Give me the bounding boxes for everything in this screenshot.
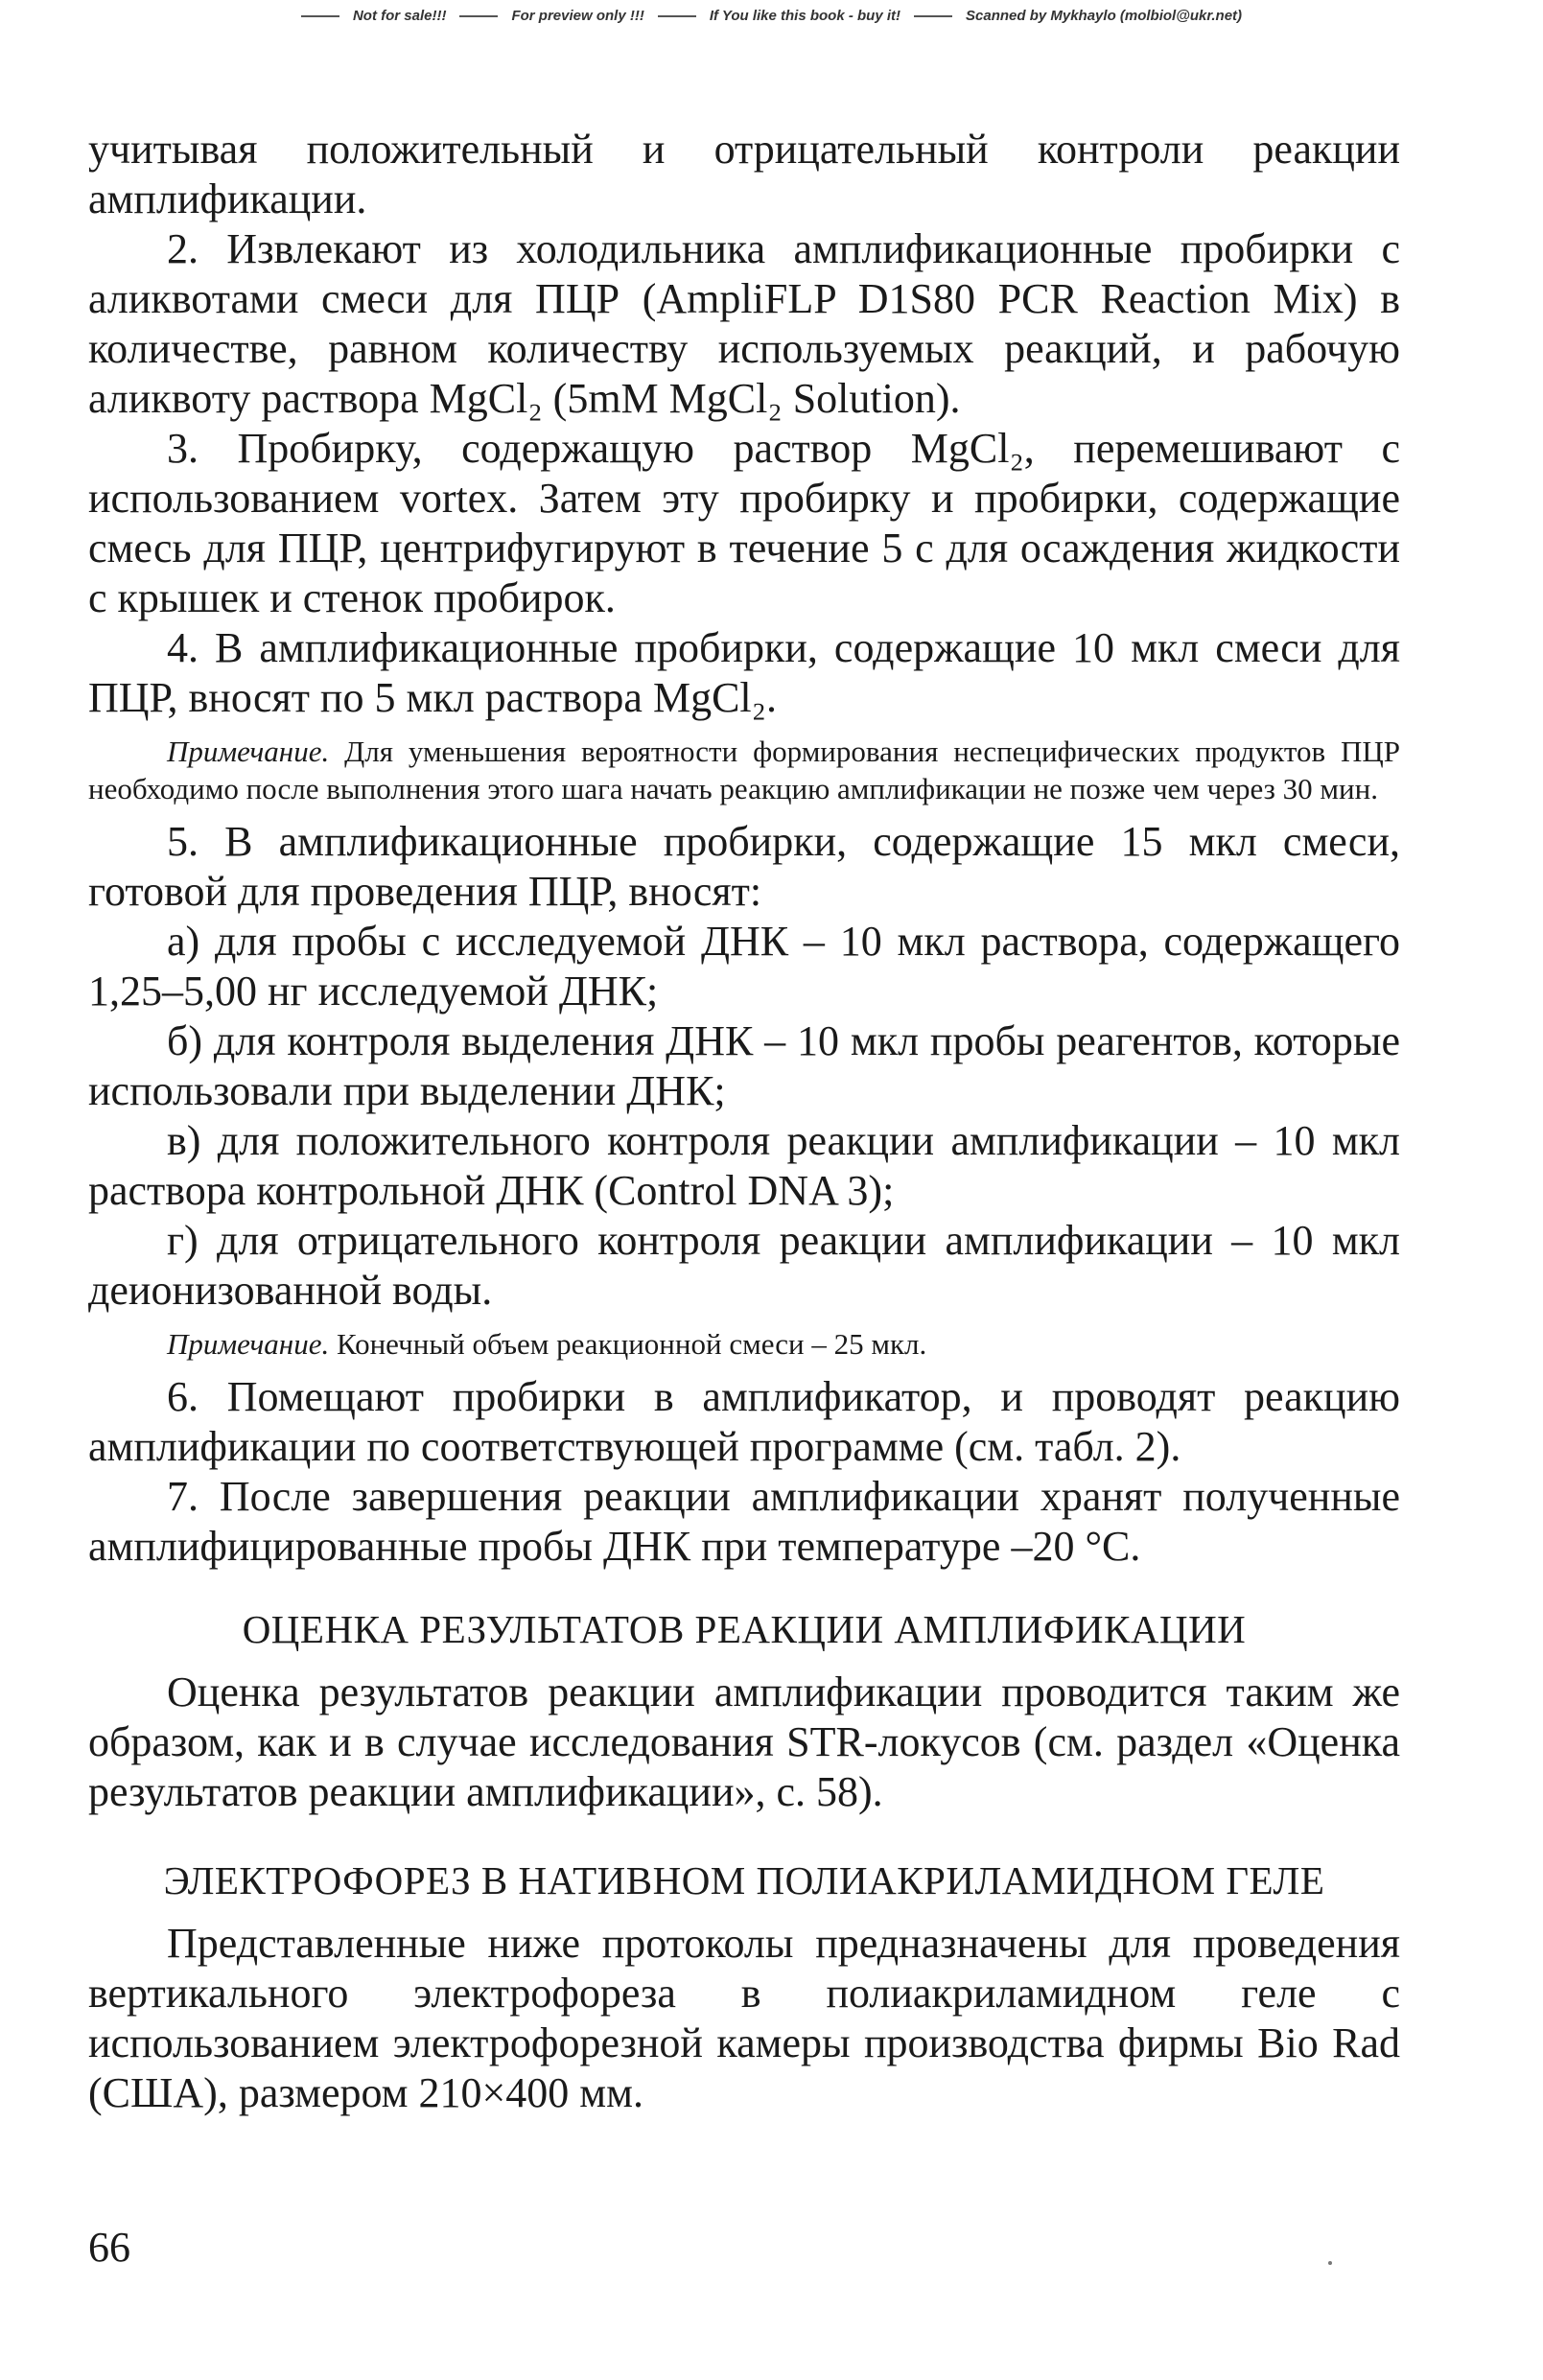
banner-text-4: Scanned by Mykhaylo (molbiol@ukr.net) bbox=[966, 8, 1243, 24]
paragraph-step-6: 6. Помещают пробирки в амплификатор, и проводят реакцию амплификации по соответствующей программе (см. табл. 2). bbox=[88, 1373, 1400, 1470]
section-heading-evaluation: ОЦЕНКА РЕЗУЛЬТАТОВ РЕАКЦИИ АМПЛИФИКАЦИИ bbox=[242, 1607, 1247, 1651]
paragraph-step-3: 3. Пробирку, содержащую раствор MgCl₂, перемешивают с использованием vortex. Затем эту пробирку и пробирки, содержащие смесь для ПЦР, центрифугируют в течение 5 с для осаждения жидкости с крышек и стенок пробирок. bbox=[88, 425, 1400, 621]
paragraph-step-5: 5. В амплификационные пробирки, содержащие 15 мкл смеси, готовой для проведения ПЦР, вносят: bbox=[88, 818, 1400, 915]
page-number: 66 bbox=[88, 2224, 130, 2271]
paragraph-step-4: 4. В амплификационные пробирки, содержащие 10 мкл смеси для ПЦР, вносят по 5 мкл раствора MgCl₂. bbox=[88, 624, 1400, 721]
banner-divider bbox=[658, 15, 696, 17]
note-1-label: Примечание. bbox=[167, 735, 330, 768]
banner-text-3: If You like this book - buy it! bbox=[709, 8, 901, 24]
paragraph-continuation: учитывая положительный и отрицательный контроли реакции амплификации. bbox=[88, 126, 1400, 222]
section-heading-electrophoresis: ЭЛЕКТРОФОРЕЗ В НАТИВНОМ ПОЛИАКРИЛАМИДНОМ ГЕЛЕ bbox=[163, 1858, 1325, 1902]
paragraph-step-5b: б) для контроля выделения ДНК – 10 мкл пробы реагентов, которые использовали при выделении ДНК; bbox=[88, 1017, 1400, 1114]
paragraph-step-5d: г) для отрицательного контроля реакции амплификации – 10 мкл деионизованной воды. bbox=[88, 1217, 1400, 1314]
note-2-label: Примечание. bbox=[167, 1327, 330, 1361]
scan-speck bbox=[1328, 2261, 1332, 2265]
banner-divider bbox=[301, 15, 339, 17]
section-electrophoresis-text: Представленные ниже протоколы предназначены для проведения вертикального электрофореза в полиакриламидном геле с использованием электрофорезной камеры производства фирмы Bio Rad (США), размером 210×400 мм. bbox=[88, 1920, 1400, 2116]
scan-watermark-banner bbox=[0, 8, 1543, 24]
note-2-text: Конечный объем реакционной смеси – 25 мкл. bbox=[336, 1327, 927, 1361]
paragraph-step-7: 7. После завершения реакции амплификации хранят полученные амплифицированные пробы ДНК при температуре –20 °С. bbox=[88, 1473, 1400, 1570]
banner-text-2: For preview only !!! bbox=[511, 8, 644, 24]
page-body bbox=[88, 125, 1400, 2118]
banner-text-1: Not for sale!!! bbox=[352, 8, 447, 24]
banner-divider bbox=[914, 15, 952, 17]
note-2 bbox=[88, 1325, 1400, 1363]
note-1 bbox=[88, 733, 1400, 807]
section-evaluation-text: Оценка результатов реакции амплификации проводится таким же образом, как и в случае исследования STR-локусов (см. раздел «Оценка результатов реакции амплификации», с. 58). bbox=[88, 1668, 1400, 1815]
paragraph-step-5c: в) для положительного контроля реакции амплификации – 10 мкл раствора контрольной ДНК (Control DNA 3); bbox=[88, 1117, 1400, 1214]
note-1-text: Для уменьшения вероятности формирования неспецифических продуктов ПЦР необходимо после выполнения этого шага начать реакцию амплификации не позже чем через 30 мин. bbox=[88, 735, 1401, 805]
paragraph-step-5a: а) для пробы с исследуемой ДНК – 10 мкл раствора, содержащего 1,25–5,00 нг исследуемой ДНК; bbox=[88, 918, 1400, 1015]
paragraph-step-2: 2. Извлекают из холодильника амплификационные пробирки с аликвотами смеси для ПЦР (AmpliFLP D1S80 PCR Reaction Mix) в количестве, равном количеству используемых реакций, и рабочую аликвоту раствора MgCl₂ (5mM MgCl₂ Solution). bbox=[88, 225, 1400, 422]
banner-divider bbox=[459, 15, 498, 17]
